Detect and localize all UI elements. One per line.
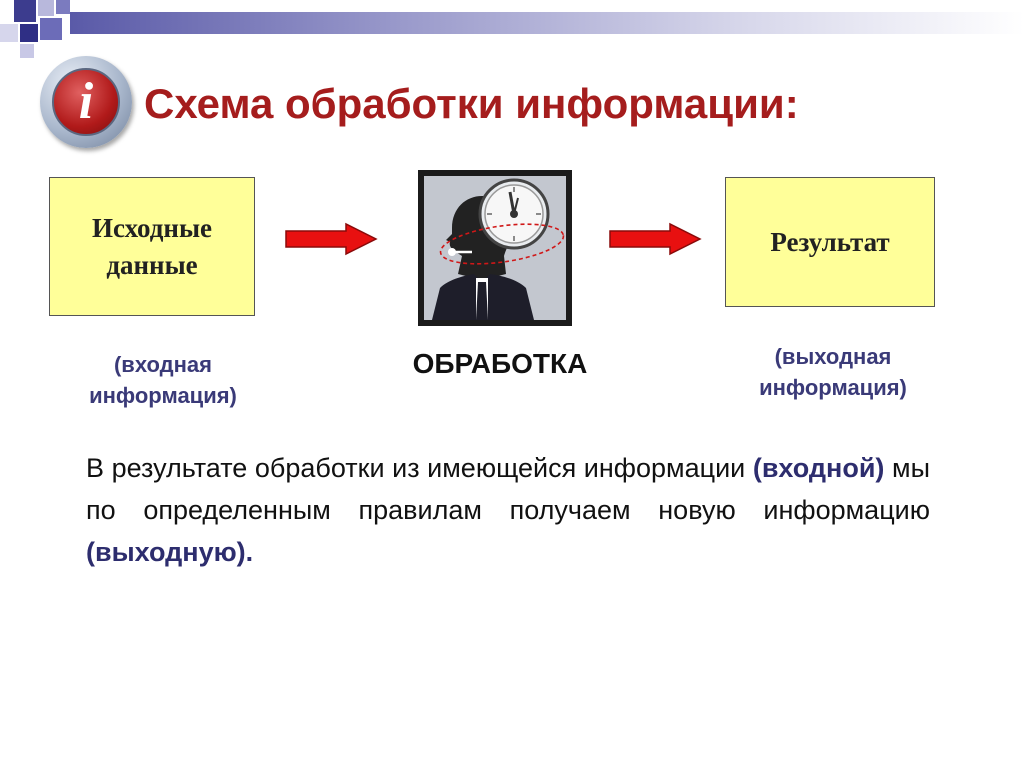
processing-clock-head-icon <box>418 170 572 326</box>
page-title: Схема обработки информации: <box>144 80 799 127</box>
input-caption-line1: (входная <box>113 352 212 377</box>
decor-square <box>56 0 70 14</box>
decor-square <box>38 0 54 16</box>
paragraph-highlight-input: (входной) <box>752 453 885 483</box>
paragraph-text: В результате обработки из имеющейся информации <box>86 453 753 483</box>
process-caption: ОБРАБОТКА <box>412 348 588 379</box>
decor-square <box>20 24 38 42</box>
arrow-right-icon <box>284 222 378 256</box>
paragraph-text: мы по определенным правилам получаем новую информацию <box>86 453 930 525</box>
decor-square <box>20 44 34 58</box>
description-paragraph <box>86 448 930 574</box>
input-box-line2: данные <box>106 249 198 280</box>
decor-square <box>14 0 36 22</box>
input-data-box <box>49 177 255 316</box>
output-caption-line1: (выходная <box>774 344 892 369</box>
output-caption <box>710 342 956 404</box>
decor-square <box>40 18 62 40</box>
info-icon-glyph: i <box>52 68 120 136</box>
title-row <box>40 56 1000 152</box>
info-icon <box>40 56 132 148</box>
input-box-line1: Исходные <box>91 213 213 244</box>
output-caption-line2: информация) <box>759 374 907 400</box>
input-caption <box>40 350 286 412</box>
header-gradient-bar <box>70 12 1024 34</box>
arrow-right-icon <box>608 222 702 256</box>
decor-square <box>0 24 18 42</box>
input-caption-line2: информация) <box>89 382 237 408</box>
paragraph-highlight-output: (выходную). <box>86 536 254 567</box>
result-box <box>725 177 935 307</box>
result-box-label: Результат <box>770 226 890 257</box>
